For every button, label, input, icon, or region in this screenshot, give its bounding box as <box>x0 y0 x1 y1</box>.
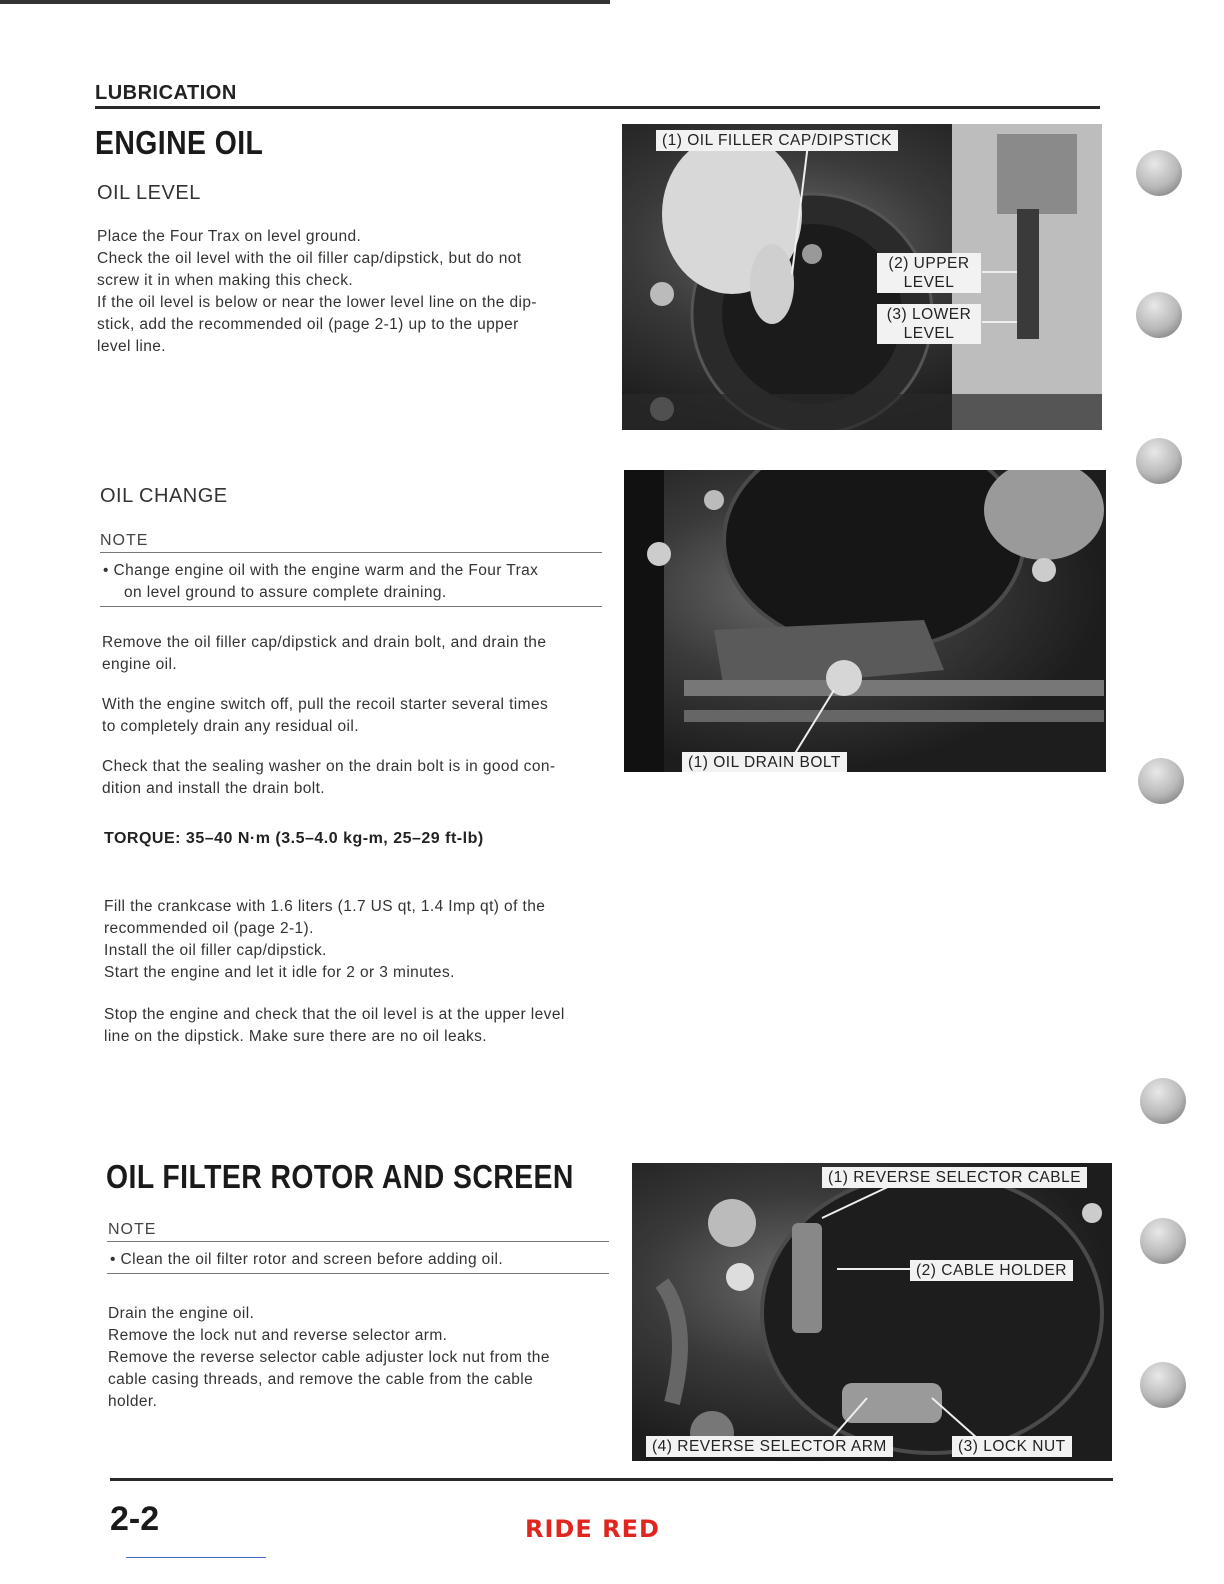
text-line: Remove the oil filler cap/dipstick and drain bolt, and drain the <box>102 634 547 651</box>
oil-filter-note: • Clean the oil filter rotor and screen before adding oil. <box>110 1251 504 1268</box>
callout-lower-level <box>877 304 981 344</box>
note-rule-bottom <box>100 606 602 607</box>
text-line: Install the oil filler cap/dipstick. <box>104 942 327 959</box>
text-line: Remove the lock nut and reverse selector arm. <box>108 1327 448 1344</box>
engine-oil-title: ENGINE OIL <box>95 124 264 161</box>
index-tab-dot <box>1140 1218 1186 1264</box>
text-line: Stop the engine and check that the oil level is at the upper level <box>104 1006 565 1023</box>
note-line: on level ground to assure complete draining. <box>124 584 447 601</box>
oil-change-note <box>103 560 603 604</box>
photo-illustration <box>622 124 1102 430</box>
index-tab-dot <box>1136 438 1182 484</box>
text-line: stick, add the recommended oil (page 2-1) up to the upper <box>97 316 519 333</box>
callout-line: (3) LOWER <box>886 306 972 323</box>
note-line: • Change engine oil with the engine warm and the Four Trax <box>103 562 539 579</box>
text-line: cable casing threads, and remove the cable from the cable <box>108 1371 534 1388</box>
text-line: dition and install the drain bolt. <box>102 780 325 797</box>
text-line: line on the dipstick. Make sure there are no oil leaks. <box>104 1028 487 1045</box>
text-line: Start the engine and let it idle for 2 or 3 minutes. <box>104 964 455 981</box>
text-line: Fill the crankcase with 1.6 liters (1.7 US qt, 1.4 Imp qt) of the <box>104 898 546 915</box>
brand-logo: RIDE RED <box>525 1515 660 1543</box>
torque-spec: TORQUE: 35–40 N·m (3.5–4.0 kg-m, 25–29 ft-lb) <box>104 830 484 847</box>
footer-rule <box>110 1478 1113 1481</box>
step-paragraph <box>102 632 612 676</box>
page-number: 2-2 <box>110 1500 160 1538</box>
callout-line: LEVEL <box>903 325 955 342</box>
text-line: Check the oil level with the oil filler cap/dipstick, but do not <box>97 250 522 267</box>
oil-filter-steps <box>108 1303 618 1413</box>
index-tab-dot <box>1140 1078 1186 1124</box>
oil-level-text <box>97 226 607 358</box>
oil-level-heading: OIL LEVEL <box>97 182 201 204</box>
step-paragraph <box>104 1004 614 1048</box>
note-rule-top <box>100 552 602 553</box>
oil-change-heading: OIL CHANGE <box>100 485 228 507</box>
index-tab-dot <box>1136 292 1182 338</box>
oil-change-steps <box>102 632 612 818</box>
text-line: to completely drain any residual oil. <box>102 718 359 735</box>
index-tab-dot <box>1140 1362 1186 1408</box>
note-rule-top <box>107 1241 609 1242</box>
text-line: If the oil level is below or near the lower level line on the dip- <box>97 294 537 311</box>
callout-oil-drain-bolt: (1) OIL DRAIN BOLT <box>682 752 847 772</box>
text-line: level line. <box>97 338 167 355</box>
note-label: NOTE <box>108 1221 157 1238</box>
callout-oil-filler-cap: (1) OIL FILLER CAP/DIPSTICK <box>656 130 898 151</box>
text-line: With the engine switch off, pull the recoil starter several times <box>102 696 549 713</box>
text-line: Remove the reverse selector cable adjuster lock nut from the <box>108 1349 550 1366</box>
figure-reverse-selector-photo <box>632 1163 1112 1461</box>
note-rule-bottom <box>107 1273 609 1274</box>
oil-fill-steps <box>104 896 614 1066</box>
index-tab-dot <box>1136 150 1182 196</box>
text-line: Drain the engine oil. <box>108 1305 255 1322</box>
figure-oil-filler-photo <box>622 124 1102 430</box>
text-line: engine oil. <box>102 656 178 673</box>
bottom-link-underline <box>126 1557 266 1558</box>
callout-cable-holder: (2) CABLE HOLDER <box>910 1260 1073 1281</box>
note-label: NOTE <box>100 532 149 549</box>
callout-upper-level <box>877 253 981 293</box>
step-paragraph <box>102 694 612 738</box>
text-line: Place the Four Trax on level ground. <box>97 228 362 245</box>
text-line: screw it in when making this check. <box>97 272 354 289</box>
callout-reverse-selector-arm: (4) REVERSE SELECTOR ARM <box>646 1436 893 1457</box>
oil-filter-title: OIL FILTER ROTOR AND SCREEN <box>106 1158 574 1195</box>
text-line: recommended oil (page 2-1). <box>104 920 314 937</box>
text-line: Check that the sealing washer on the drain bolt is in good con- <box>102 758 556 775</box>
callout-reverse-selector-cable: (1) REVERSE SELECTOR CABLE <box>822 1167 1087 1188</box>
index-tab-dot <box>1138 758 1184 804</box>
text-line: holder. <box>108 1393 158 1410</box>
figure-oil-drain-photo <box>624 470 1106 772</box>
step-paragraph <box>104 896 614 984</box>
callout-lock-nut: (3) LOCK NUT <box>952 1436 1072 1457</box>
photo-illustration <box>624 470 1106 772</box>
callout-line: LEVEL <box>903 274 955 291</box>
step-paragraph <box>102 756 612 800</box>
callout-line: (2) UPPER <box>888 255 970 272</box>
photo-illustration <box>632 1163 1112 1461</box>
top-edge-line <box>0 0 610 4</box>
section-label: LUBRICATION <box>95 82 237 104</box>
header-rule <box>95 106 1100 109</box>
